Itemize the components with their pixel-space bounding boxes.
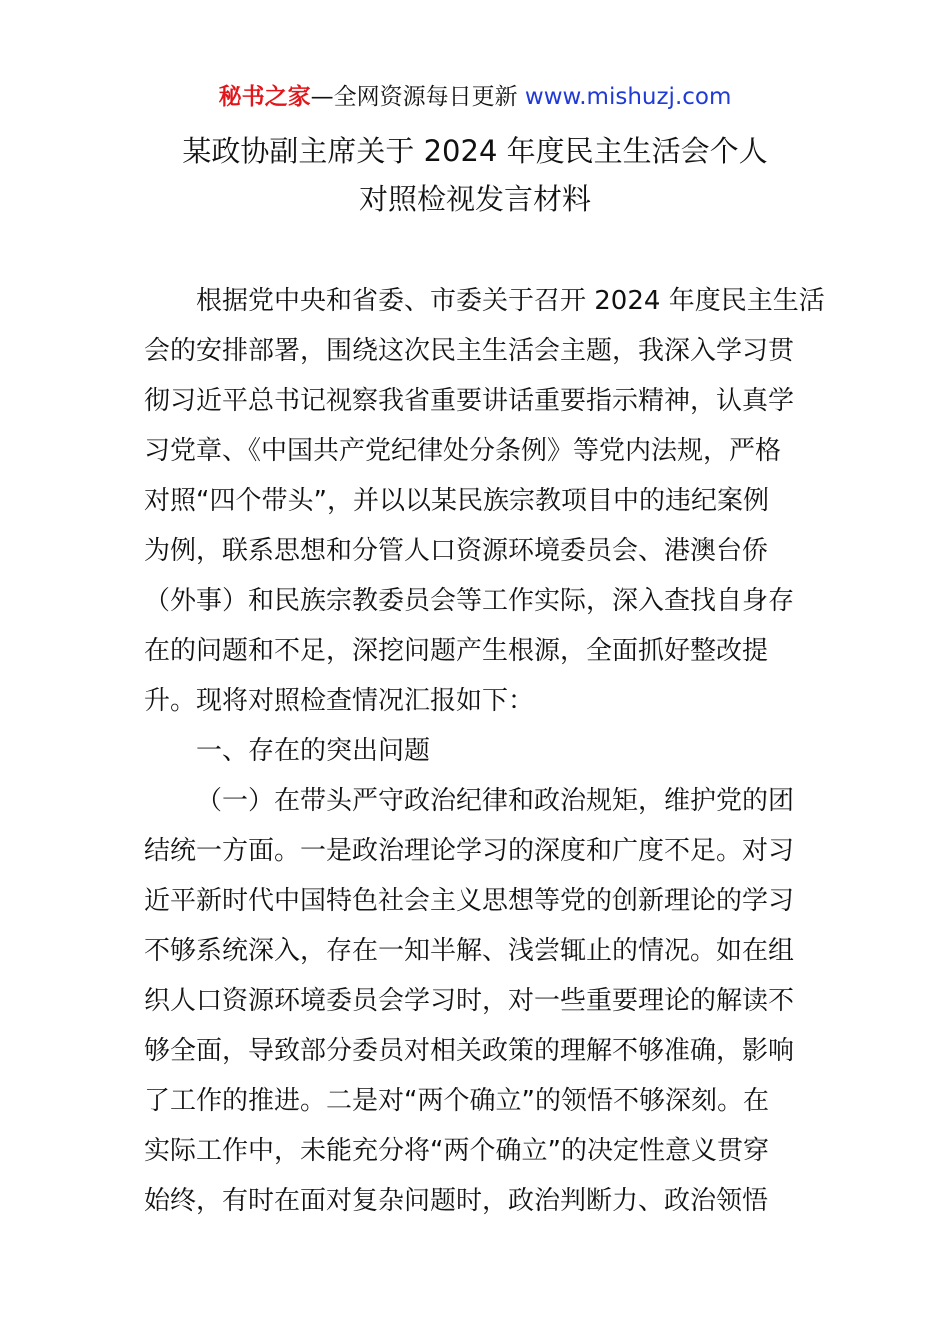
body-line: 为例，联系思想和分管人口资源环境委员会、港澳台侨 (144, 536, 769, 566)
body-line: 根据党中央和省委、市委关于召开 2024 年度民主生活 (196, 286, 825, 316)
site-url-link[interactable]: www.mishuzj.com (524, 84, 732, 110)
body-line: 会的安排部署，围绕这次民主生活会主题，我深入学习贯 (144, 336, 795, 366)
body-line: 升。现将对照检查情况汇报如下： (144, 686, 535, 716)
body-line: 结统一方面。一是政治理论学习的深度和广度不足。对习 (144, 836, 795, 866)
body-line: 习党章、《中国共产党纪律处分条例》等党内法规，严格 (144, 436, 782, 466)
document-body (144, 276, 825, 1226)
body-line: 了工作的推进。二是对“两个确立”的领悟不够深刻。在 (144, 1086, 769, 1116)
site-tagline: —全网资源每日更新 (310, 84, 525, 110)
body-line: （外事）和民族宗教委员会等工作实际，深入查找自身存 (144, 586, 795, 616)
body-line: （一）在带头严守政治纪律和政治规矩，维护党的团 (196, 786, 795, 816)
site-header (0, 80, 950, 114)
body-line: 近平新时代中国特色社会主义思想等党的创新理论的学习 (144, 886, 795, 916)
body-line: 实际工作中，未能充分将“两个确立”的决定性意义贯穿 (144, 1136, 769, 1166)
body-line: 够全面，导致部分委员对相关政策的理解不够准确，影响 (144, 1036, 795, 1066)
body-line: 织人口资源环境委员会学习时，对一些重要理论的解读不 (144, 986, 795, 1016)
document-title (0, 127, 950, 223)
body-line: 彻习近平总书记视察我省重要讲话重要指示精神，认真学 (144, 386, 795, 416)
site-brand: 秘书之家 (218, 84, 311, 110)
body-line: 不够系统深入，存在一知半解、浅尝辄止的情况。如在组 (144, 936, 795, 966)
title-line-2: 对照检视发言材料 (358, 182, 591, 216)
body-line: 始终，有时在面对复杂问题时，政治判断力、政治领悟 (144, 1186, 769, 1216)
body-line: 对照“四个带头”，并以以某民族宗教项目中的违纪案例 (144, 486, 769, 516)
section-heading: 一、存在的突出问题 (196, 736, 431, 766)
body-line: 在的问题和不足，深挖问题产生根源，全面抓好整改提 (144, 636, 769, 666)
title-line-1: 某政协副主席关于 2024 年度民主生活会个人 (182, 134, 768, 168)
